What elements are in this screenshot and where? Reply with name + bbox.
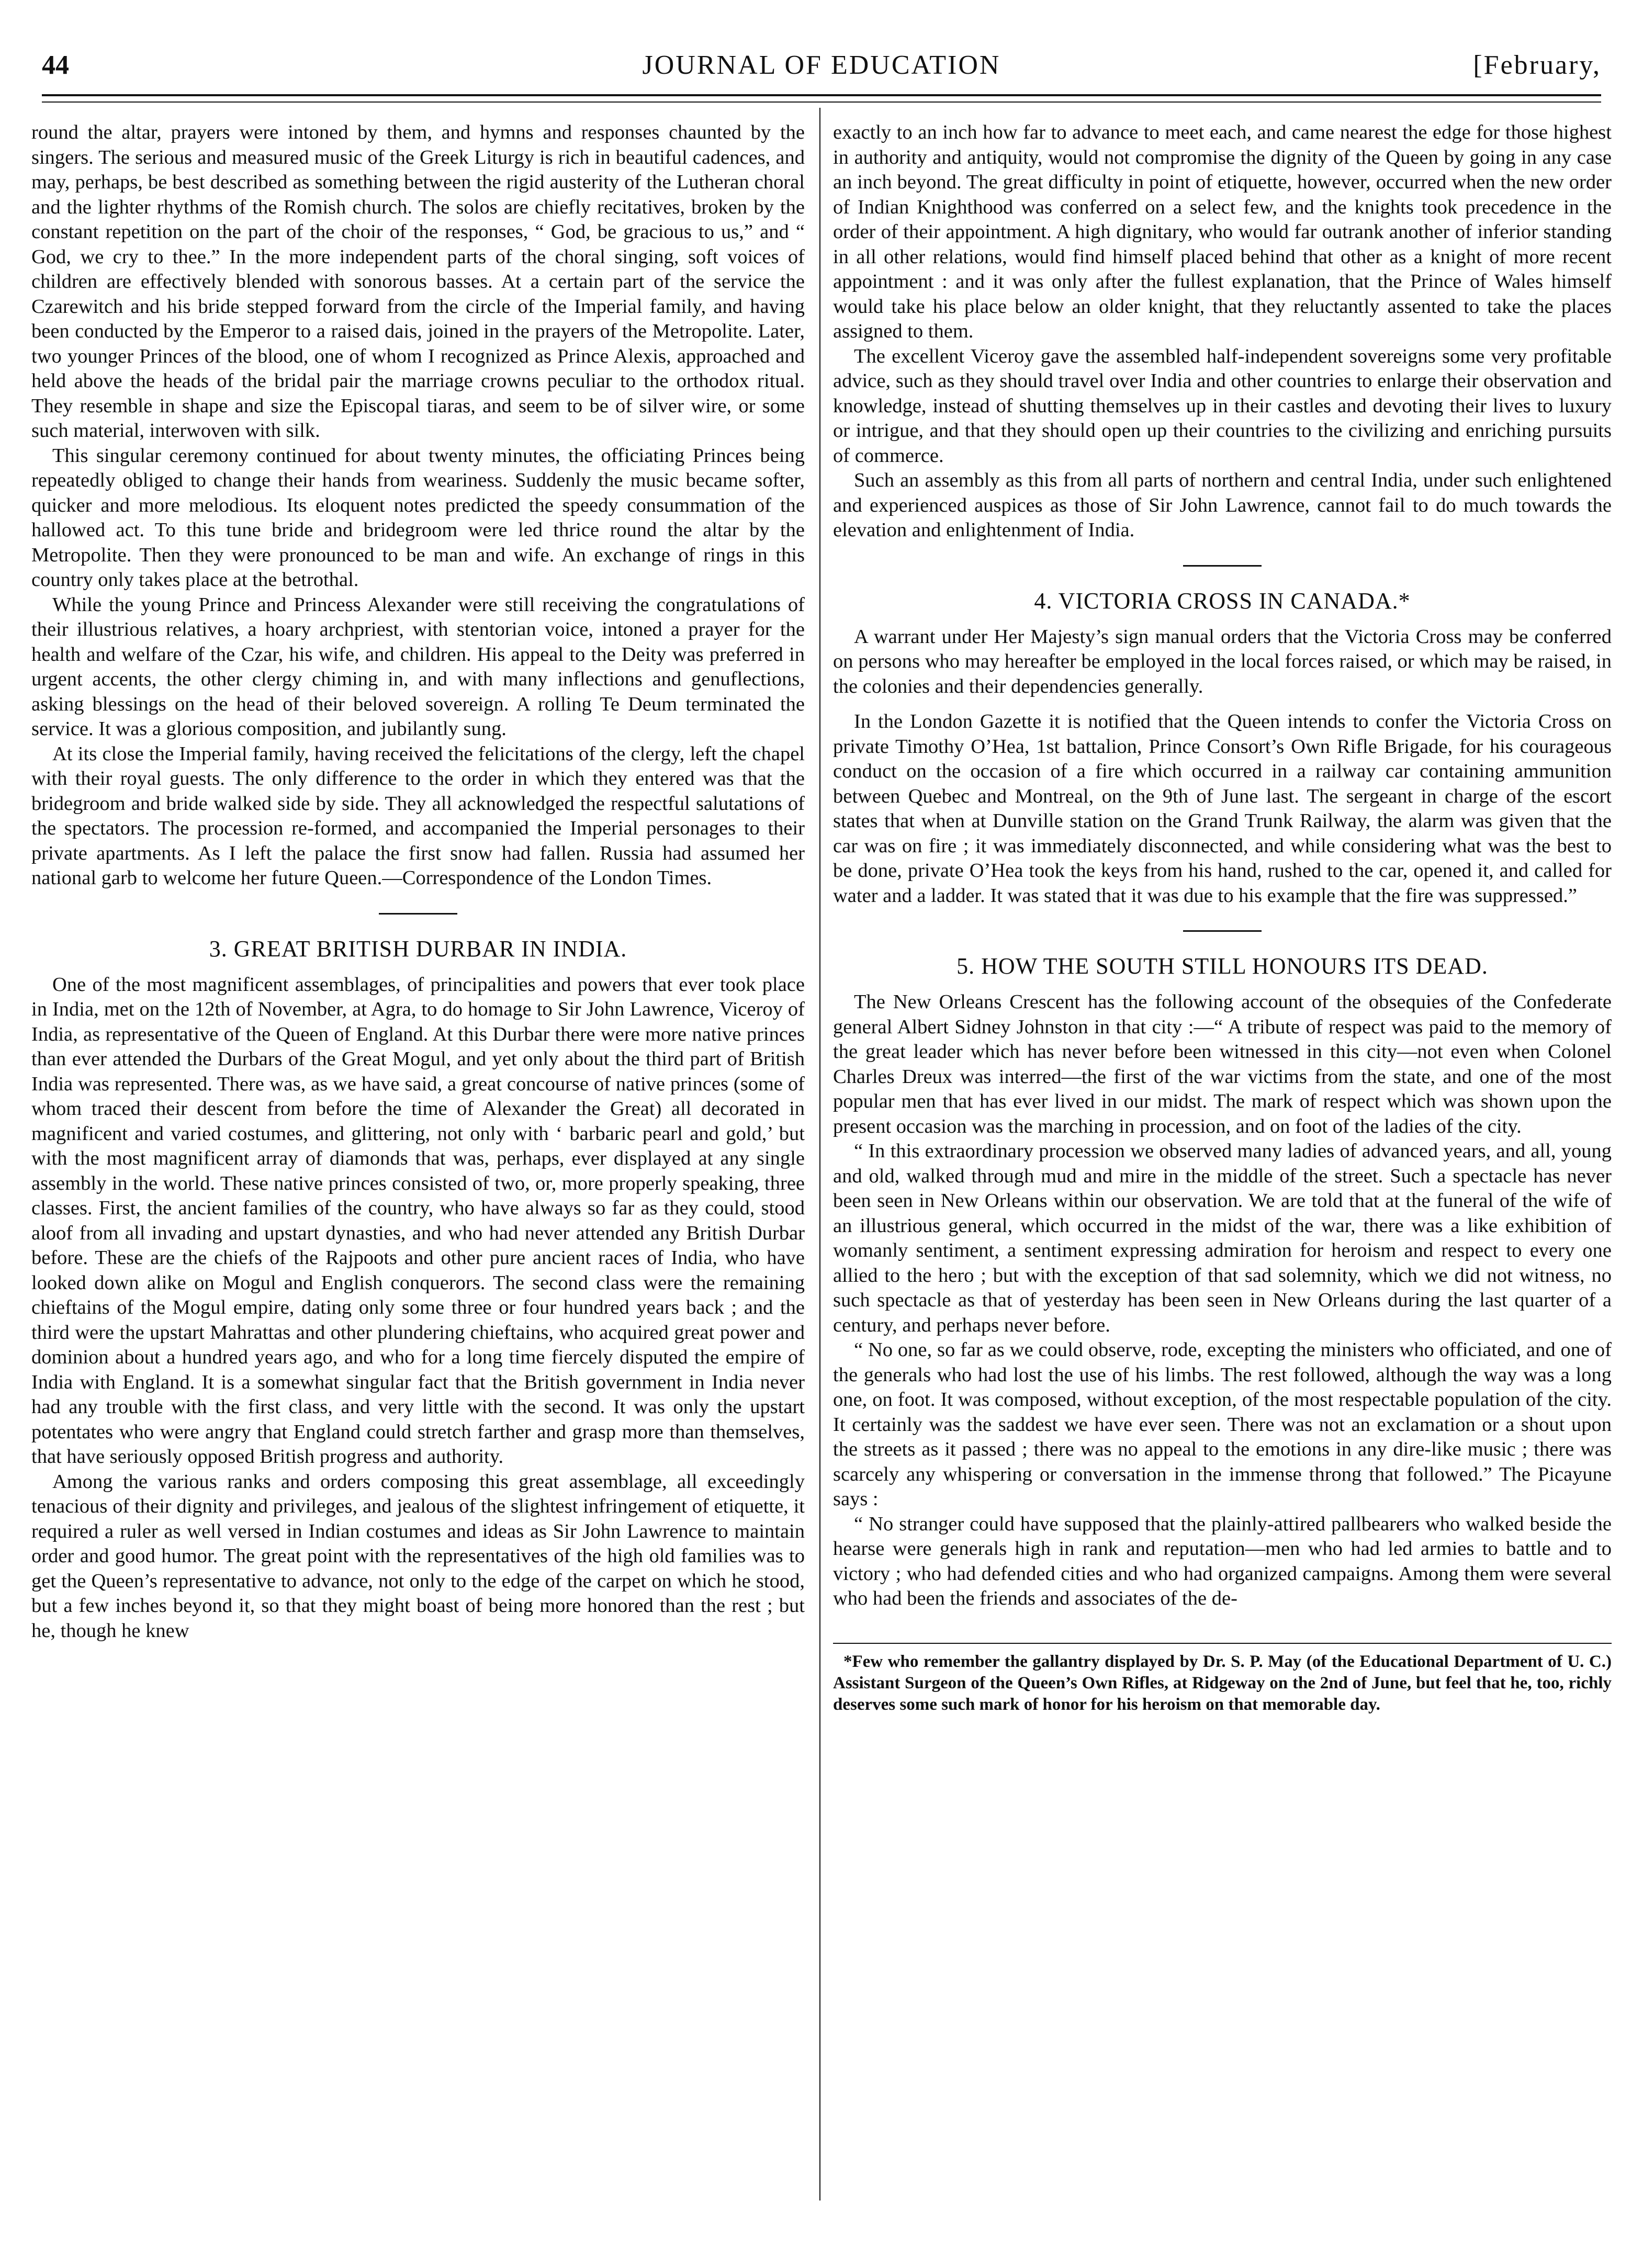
header-rule-thin	[42, 101, 1601, 103]
paragraph: A warrant under Her Majesty’s sign manual orders that the Victoria Cross may be conferred on persons who may hereafter be employed in the local forces raised, or which may be raised, in the colonies and their dependencies generally.	[833, 625, 1612, 697]
paragraph: Such an assembly as this from all parts of northern and central India, under such enlightened and experienced auspices as those of Sir John Lawrence, cannot fail to do much towards the elevation and enlightenment of India.	[833, 469, 1612, 541]
header-month: [February,	[1473, 50, 1601, 80]
section-heading: 3. GREAT BRITISH DURBAR IN INDIA.	[209, 935, 627, 962]
section-heading: 4. VICTORIA CROSS IN CANADA.*	[1034, 588, 1411, 614]
paragraph: At its close the Imperial family, having received the felicitations of the clergy, left the chapel with their royal guests. The only difference to the order in which they entered was that the bridegroom and bride walked side by side. They all acknowledged the respectful salutations of the spectators. The procession re-formed, and accompanied the Imperial personages to their private apartments. As I left the palace the first snow had fallen. Russia had assumed her national garb to welcome her future Queen.—Correspondence of the London Times.	[31, 742, 805, 889]
journal-title: JOURNAL OF EDUCATION	[642, 50, 1001, 80]
paragraph: Among the various ranks and orders composing this great assemblage, all exceedingly tenacious of their dignity and privileges, and jealous of the slightest infringement of etiquette, it required a ruler as well versed in Indian costumes and ideas as Sir John Lawrence to maintain order and good humor. The great point with the representatives of the high old families was to get the Queen’s representative to advance, not only to the edge of the carpet on which he stood, but a few inches beyond it, so that they might boast of being more honored than the rest ; but he, though he knew	[31, 1470, 805, 1642]
paragraph: This singular ceremony continued for about twenty minutes, the officiating Princes being repeatedly obliged to change their hands from weariness. Suddenly the music became softer, quicker and more melodious. Its eloquent notes predicted the speedy consummation of the hallowed act. To this tune bride and bridegroom were led thrice round the altar by the Metropolite. Then they were pronounced to be man and wife. An exchange of rings in this country only takes place at the betrothal.	[31, 444, 805, 591]
footnote: *Few who remember the gallantry displayed by Dr. S. P. May (of the Educational Department of U. C.) Assistant Surgeon of the Queen’s Own Rifles, at Ridgeway on the 2nd of June, but feel that he, too, richly deserves some such mark of honor for his heroism on that memorable day.	[833, 1652, 1612, 1714]
section-heading: 5. HOW THE SOUTH STILL HONOURS ITS DEAD.	[956, 953, 1488, 979]
column-divider	[819, 108, 820, 2201]
running-header	[42, 50, 1601, 92]
header-rule-thick	[42, 94, 1601, 96]
paragraph: “ In this extraordinary procession we observed many ladies of advanced years, and all, young and old, walked through mud and mire in the middle of the street. Such a spectacle has never been seen in New Orleans within our observation. We are told that at the funeral of the wife of an illustrious general, which occurred in the midst of the war, there was a like exhibition of womanly sentiment, a sentiment expressing admiration for heroism and respect to every one allied to the hero ; but with the exception of that sad solemnity, which we did not witness, no such spectacle as that of yesterday has been seen in New Orleans during the last quarter of a century, and perhaps never before.	[833, 1140, 1612, 1336]
section-divider	[379, 913, 457, 915]
paragraph: While the young Prince and Princess Alexander were still receiving the congratulations of their illustrious relatives, a hoary archpriest, with stentorian voice, intoned a prayer for the health and welfare of the Czar, his wife, and children. His appeal to the Deity was preferred in urgent accents, the other clergy chiming in, and with many inflections and genuflections, asking blessings on the head of their beloved sovereign. A rolling Te Deum terminated the service. It was a glorious composition, and jubilantly sung.	[31, 593, 805, 740]
paragraph: The New Orleans Crescent has the following account of the obsequies of the Confederate general Albert Sidney Johnston in that city :—“ A tribute of respect was paid to the memory of the great leader which has never before been witnessed in this city—not even when Colonel Charles Dreux was interred—the first of the war victims from the state, and one of the most popular men that has ever lived in our midst. The mark of respect which was shown upon the present occasion was the marching in procession, and on foot of the ladies of the city.	[833, 991, 1612, 1137]
paragraph: “ No one, so far as we could observe, rode, excepting the ministers who officiated, and one of the generals who had lost the use of his limbs. The rest followed, although the way was a long one, on foot. It was composed, without exception, of the most respectable population of the city. It certainly was the saddest we have ever seen. There was not an exclamation or a shout upon the streets as it passed ; there was no appeal to the emotions in any dire-like music ; there was scarcely any whispering or conversation in the immense throng that followed.” The Picayune says :	[833, 1339, 1612, 1510]
page-number: 44	[42, 50, 69, 80]
paragraph: round the altar, prayers were intoned by them, and hymns and responses chaunted by the singers. The serious and measured music of the Greek Liturgy is rich in beautiful cadences, and may, perhaps, be best described as something between the rigid austerity of the Lutheran choral and the lighter rhythms of the Romish church. The solos are chiefly recitatives, broken by the constant repetition on the part of the choir of the responses, “ God, be gracious to us,” and “ God, we cry to thee.” In the more independent parts of the choral singing, soft voices of children are effectively blended with sonorous basses. At a certain part of the service the Czarewitch and his bride stepped forward from the circle of the Imperial family, and having been conducted by the Emperor to a raised dais, joined in the prayers of the Metropolite. Later, two younger Princes of the blood, one of whom I recognized as Prince Alexis, approached and held above the heads of the bridal pair the marriage crowns peculiar to the orthodox ritual. They resemble in shape and size the Episcopal tiaras, and seem to be of silver wire, or some such material, interwoven with silk.	[31, 121, 805, 442]
paragraph: exactly to an inch how far to advance to meet each, and came nearest the edge for those highest in authority and antiquity, would not compromise the dignity of the Queen by going in any case an inch beyond. The great difficulty in point of etiquette, however, occurred when the new order of Indian Knighthood was conferred on a select few, and the knights took precedence in the order of their appointment. A high dignitary, who would far outrank another of inferior standing in all other relations, would find himself placed behind that other as a knight of more recent appointment : and it was only after the fullest explanation, that the Prince of Wales himself would take his place below an older knight, that they reluctantly assented to take the places assigned to them.	[833, 121, 1612, 342]
footnote-rule	[833, 1643, 1612, 1644]
section-divider	[1183, 565, 1262, 567]
paragraph: “ No stranger could have supposed that the plainly-attired pallbearers who walked beside the hearse were generals high in rank and reputation—men who had led armies to battle and to victory ; who had defended cities and who had organized campaigns. Among them were several who had been the friends and associates of the de-	[833, 1513, 1612, 1609]
left-column	[31, 120, 805, 1643]
paragraph: One of the most magnificent assemblages, of principalities and powers that ever took place in India, met on the 12th of November, at Agra, to do homage to Sir John Lawrence, Viceroy of India, as representative of the Queen of England. At this Durbar there were more native princes than ever attended the Durbars of the Great Mogul, and yet only about the third part of British India was represented. There was, as we have said, a great concourse of native princes (some of whom traced their descent from before the time of Alexander the Great) all decorated in magnificent and varied costumes, and glittering, not only with ‘ barbaric pearl and gold,’ but with the most magnificent array of diamonds that was, perhaps, ever displayed at any single assembly in the world. These native princes consisted of two, or, more properly speaking, three classes. First, the ancient families of the country, who have always so far as they could, stood aloof from all invading and upstart dynasties, and who had never attended any British Durbar before. These are the chiefs of the Rajpoots and other pure ancient races of India, who have looked down alike on Mogul and English conquerors. The second class were the remaining chieftains of the Mogul empire, dating only some three or four hundred years back ; and the third were the upstart Mahrattas and other plundering chieftains, who acquired great power and dominion about a hundred years ago, and who for a long time fiercely disputed the empire of India with England. It is a somewhat singular fact that the British government in India never had any trouble with the first class, and very little with the second. It was only the upstart potentates who were angry that England could stretch farther and grasp more than themselves, that have seriously opposed British progress and authority.	[31, 973, 805, 1468]
paragraph: The excellent Viceroy gave the assembled half-independent sovereigns some very profitable advice, such as they should travel over India and other countries to enlarge their observation and knowledge, instead of shutting themselves up in their castles and devoting their lives to luxury or intrigue, and that they should open up their countries to the civilizing and enriching pursuits of commerce.	[833, 345, 1612, 467]
paragraph: In the London Gazette it is notified that the Queen intends to confer the Victoria Cross on private Timothy O’Hea, 1st battalion, Prince Consort’s Own Rifle Brigade, for his courageous conduct on the occasion of a fire which occurred in a railway car containing ammunition between Quebec and Montreal, on the 9th of June last. The sergeant in charge of the escort states that when at Dunville station on the Grand Trunk Railway, the alarm was given that the car was on fire ; it was immediately disconnected, and while considering what was the best to be done, private O’Hea took the keys from his hand, rushed to the car, opened it, and called for water and a ladder. It was stated that it was due to his example that the fire was suppressed.”	[833, 710, 1612, 907]
right-column	[833, 120, 1612, 1716]
section-divider	[1183, 930, 1262, 932]
